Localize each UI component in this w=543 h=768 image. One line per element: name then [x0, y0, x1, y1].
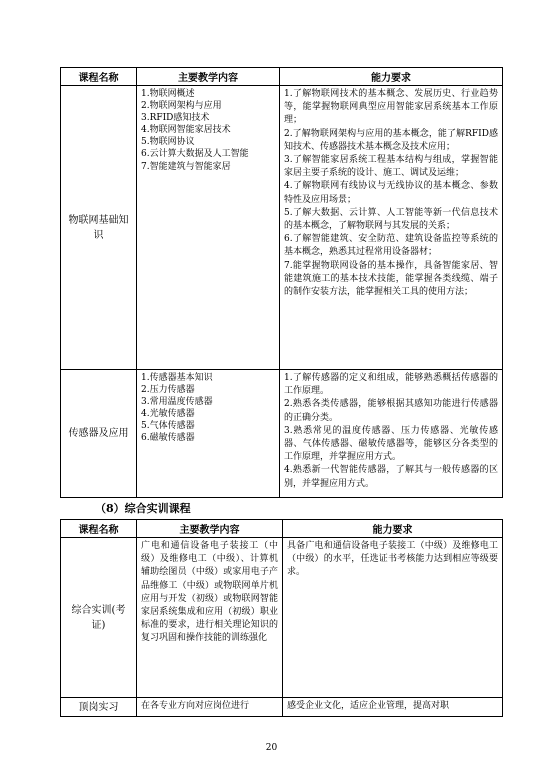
- table-row: [61, 370, 503, 498]
- ability-item: 2.了解物联网架构与应用的基本概念，能了解RFID感知技术、传感器技术基本概念及技术应用；: [284, 128, 498, 152]
- course-table-1: [60, 67, 503, 498]
- ability-cell: [280, 370, 503, 498]
- course-name-cell: [61, 698, 137, 717]
- ability-item: 2.熟悉各类传感器，能够根据其感知功能进行传感器的正确分类。: [284, 399, 498, 423]
- content-item: 5.物联网协议: [141, 137, 195, 148]
- ability-item: 6.了解智能建筑、安全防范、建筑设备监控等系统的基本概念，熟悉其过程常用设备器材；: [284, 234, 498, 258]
- ability-item: 3.熟悉常见的温度传感器、压力传感器、光敏传感器、气体传感器、磁敏传感器等，能够区分各类型的工作原理，并掌握应用方式。: [284, 425, 498, 463]
- content-text: 在各专业方向对应岗位进行: [141, 701, 250, 712]
- header-main-content: 主要教学内容: [137, 520, 283, 538]
- header-ability: 能力要求: [283, 520, 503, 538]
- table-row: [61, 698, 503, 717]
- ability-item: 3.了解智能家居系统工程基本结构与组成，掌握智能家居主要子系统的设计、施工、调试及运维；: [284, 155, 498, 179]
- ability-cell: [283, 538, 503, 698]
- table-row: [61, 538, 503, 698]
- course-name-cell: [61, 86, 137, 370]
- ability-item: 4.熟悉新一代智能传感器，了解其与一般传感器的区别，并掌握应用方式。: [284, 465, 498, 489]
- course-name: 综合实训(考证): [71, 604, 126, 631]
- ability-text: 具备广电和通信设备电子装接工（中级）及维修电工（中级）的水平，任选证书考核能力达到相应等级要求。: [287, 541, 498, 578]
- content-item: 6.磁敏传感器: [141, 433, 195, 444]
- content-item: 5.气体传感器: [141, 421, 195, 432]
- content-item: 4.物联网智能家居技术: [141, 125, 231, 136]
- course-name-cell: [61, 370, 137, 498]
- course-name: 传感器及应用: [68, 428, 129, 439]
- ability-item: 7.能掌握物联网设备的基本操作，具备智能家居、智能建筑施工的基本技术技能，能掌握各类线缆、端子的制作安装方法，能掌握相关工具的使用方法；: [284, 260, 498, 298]
- ability-item: 1.了解物联网技术的基本概念、发展历史、行业趋势等，能掌握物联网典型应用智能家居系统基本工作原理；: [284, 89, 498, 126]
- ability-text: 感受企业文化，适应企业管理，提高对职: [287, 701, 450, 712]
- section-title: （8）综合实训课程: [95, 502, 191, 515]
- ability-cell: [283, 698, 503, 717]
- content-cell: [137, 370, 280, 498]
- content-cell: [137, 538, 283, 698]
- ability-item: 1.了解传感器的定义和组成，能够熟悉概括传感器的工作原理。: [284, 373, 498, 397]
- table-header-row: [61, 520, 503, 538]
- content-cell: [137, 86, 280, 370]
- content-item: 6.云计算大数据及人工智能: [141, 149, 249, 160]
- ability-item: 5.了解大数据、云计算、人工智能等新一代信息技术的基本概念，了解物联网与其发展的关系；: [284, 207, 498, 232]
- header-course-name: 课程名称: [61, 68, 137, 86]
- table-row: [61, 86, 503, 370]
- page-number: 20: [265, 743, 278, 753]
- header-ability: 能力要求: [280, 68, 503, 86]
- table-header-row: [61, 68, 503, 86]
- content-cell: [137, 698, 283, 717]
- header-main-content: 主要教学内容: [137, 68, 280, 86]
- content-item: 7.智能建筑与智能家居: [141, 161, 231, 172]
- ability-cell: [280, 86, 503, 370]
- course-name: 顶岗实习: [78, 701, 119, 713]
- header-course-name: 课程名称: [61, 520, 137, 538]
- course-name: 物联网基础知识: [68, 214, 129, 241]
- content-item: 3.常用温度传感器: [141, 397, 213, 408]
- content-item: 1.物联网概述: [141, 89, 195, 99]
- content-item: 2.物联网架构与应用: [141, 101, 222, 112]
- content-item: 4.光敏传感器: [141, 409, 195, 420]
- ability-item: 4.了解物联网有线协议与无线协议的基本概念、参数特性及应用场景；: [284, 181, 498, 205]
- content-item: 2.压力传感器: [141, 385, 195, 396]
- content-text: 广电和通信设备电子装接工（中级）及维修电工（中级）、计算机辅助绘图员（中级）或家用电子产品维修工（中级）或物联网单片机应用与开发（初级）或物联网智能家居系统集成和应用（初级）职业标准的要求，进行相关理论知识的复习巩固和操作技能的训练强化: [141, 541, 278, 644]
- content-item: 1.传感器基本知识: [141, 373, 213, 383]
- content-item: 3.RFID感知技术: [141, 113, 210, 124]
- course-table-2: [60, 519, 503, 717]
- course-name-cell: [61, 538, 137, 698]
